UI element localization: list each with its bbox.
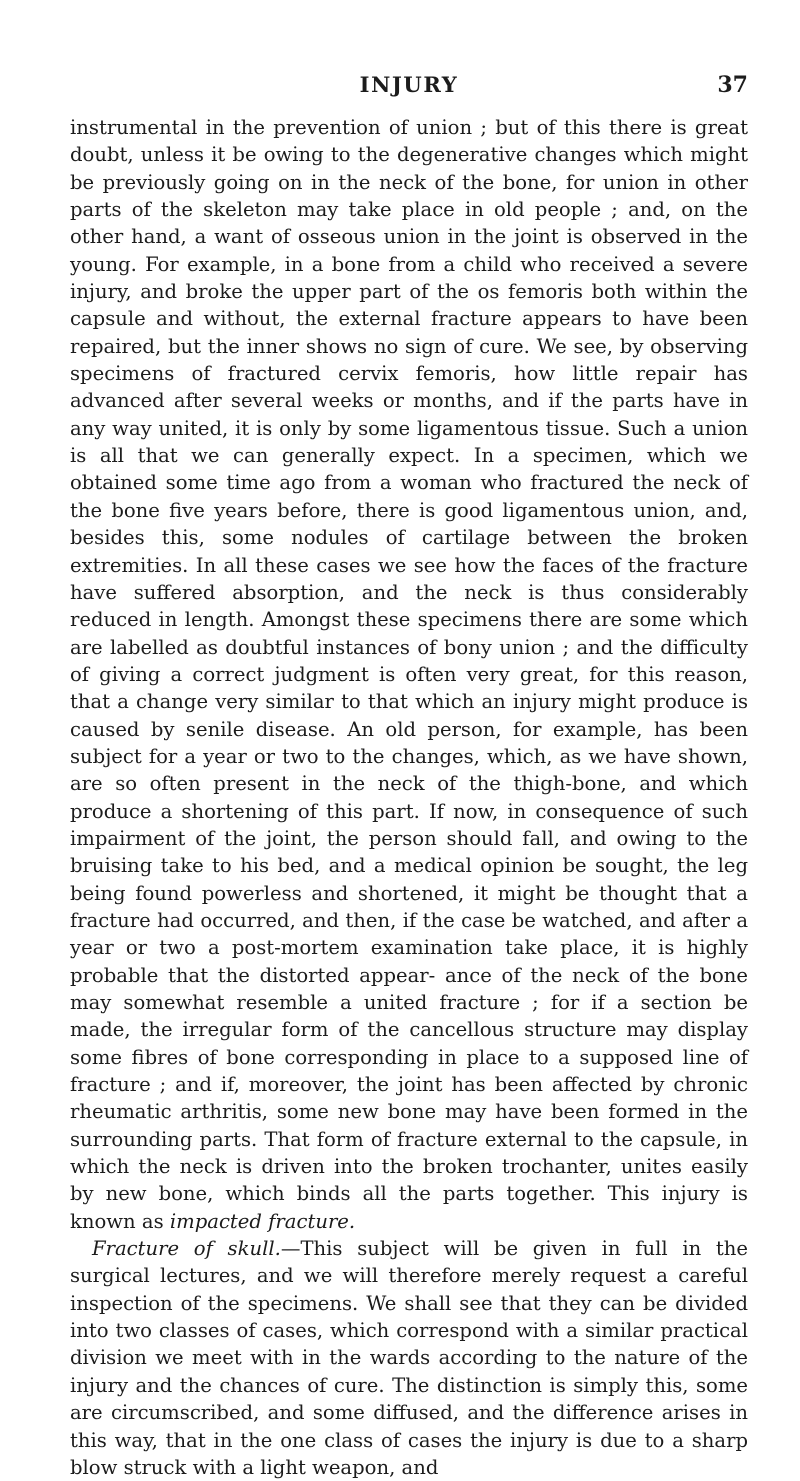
paragraph-fracture-of-skull	[70, 1235, 748, 1481]
paragraph-impacted-fracture	[70, 114, 748, 1235]
running-head	[70, 72, 748, 100]
page-number: 37	[717, 72, 748, 98]
paragraph-text: instrumental in the prevention of union ; but of this there is great doubt, unless it be owing to the degenerative changes which might be previously going on in the neck of the bone, for union in other parts of the skeleton may take place in old people ; and, on the other hand, a want of osseous union in the joint is observed in the young. For example, in a bone from a child who received a severe injury, and broke the upper part of the os femoris both within the capsule and without, the external fracture appears to have been repaired, but the inner shows no sign of cure. We see, by observing specimens of fractured cervix femoris, how little repair has advanced after several weeks or months, and if the parts have in any way united, it is only by some ligamentous tissue. Such a union is all that we can generally expect. In a specimen, which we obtained some time ago from a woman who fractured the neck of the bone five years before, there is good ligamentous union, and, besides this, some nodules of cartilage between the broken extremities. In all these cases we see how the faces of the fracture have suffered absorption, and the neck is thus considerably reduced in length. Amongst these specimens there are some which are labelled as doubtful instances of bony union ; and the difficulty of giving a correct judgment is often very great, for this reason, that a change very similar to that which an injury might produce is caused by senile disease. An old person, for example, has been subject for a year or two to the changes, which, as we have shown, are so often present in the neck of the thigh-bone, and which produce a shortening of this part. If now, in consequence of such impairment of the joint, the person should fall, and owing to the bruising take to his bed, and a medical opinion be sought, the leg being found powerless and shortened, it might be thought that a fracture had occurred, and then, if the case be watched, and after a year or two a post-mortem examination take place, it is highly probable that the distorted appear- ance of the neck of the bone may somewhat resemble a united fracture ; for if a section be made, the irregular form of the cancellous structure may display some fibres of bone corresponding in place to a supposed line of fracture ; and if, moreover, the joint has been affected by chronic rheumatic arthritis, some new bone may have been formed in the surrounding parts. That form of fracture external to the capsule, in which the neck is driven into the broken trochanter, unites easily by new bone, which binds all the parts together. This injury is known as	[70, 116, 748, 1233]
section-heading-fracture-of-skull: Fracture of skull.	[92, 1237, 281, 1261]
body-text	[70, 114, 748, 1481]
italic-term-impacted-fracture: impacted fracture.	[169, 1209, 356, 1233]
paragraph-text: —This subject will be given in full in the surgical lectures, and we will therefore merely request a careful inspection of the specimens. We shall see that they can be divided into two classes of cases, which correspond with a similar practical division we meet with in the wards according to the nature of the injury and the chances of cure. The distinction is simply this, some are circumscribed, and some diffused, and the difference arises in this way, that in the one class of cases the injury is due to a sharp blow struck with a light weapon, and	[70, 1237, 749, 1479]
running-title: INJURY	[359, 72, 459, 97]
